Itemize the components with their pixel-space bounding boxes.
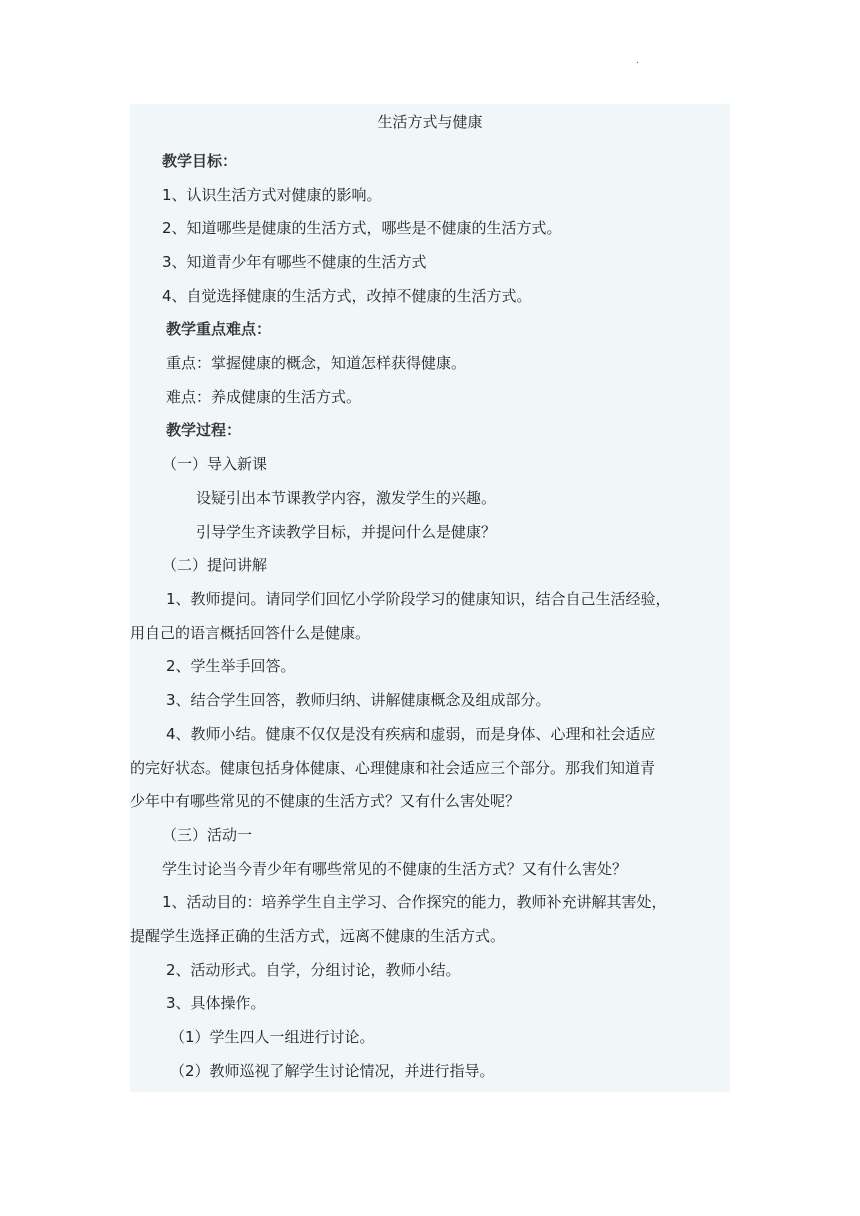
section1-line-1: 设疑引出本节课教学内容，激发学生的兴趣。 bbox=[196, 489, 497, 507]
section2-item4-line3: 少年中有哪些常见的不健康的生活方式？又有什么害处呢？ bbox=[130, 792, 521, 810]
process-heading: 教学过程： bbox=[166, 421, 242, 439]
section2-item4-line2: 的完好状态。健康包括身体健康、心理健康和社会适应三个部分。那我们知道青 bbox=[130, 759, 656, 777]
section3-item1-line2: 提醒学生选择正确的生活方式，远离不健康的生活方式。 bbox=[130, 927, 506, 945]
section2-item1-line1: 1、教师提问。请同学们回忆小学阶段学习的健康知识，结合自己生活经验， bbox=[166, 590, 671, 608]
section3-intro: 学生讨论当今青少年有哪些常见的不健康的生活方式？又有什么害处？ bbox=[162, 860, 628, 878]
section2-item1-line2: 用自己的语言概括回答什么是健康。 bbox=[130, 624, 371, 642]
section3-item3: 3、具体操作。 bbox=[166, 994, 266, 1012]
objective-item-2: 2、知道哪些是健康的生活方式，哪些是不健康的生活方式。 bbox=[162, 219, 562, 237]
document-title: 生活方式与健康 bbox=[377, 113, 483, 131]
difficulty-text: 难点：养成健康的生活方式。 bbox=[166, 388, 362, 406]
section2-title: （二）提问讲解 bbox=[162, 556, 268, 574]
section3-step2: （2）教师巡视了解学生讨论情况，并进行指导。 bbox=[170, 1062, 495, 1080]
section3-item2: 2、活动形式。自学，分组讨论，教师小结。 bbox=[166, 961, 461, 979]
section3-item1-line1: 1、活动目的：培养学生自主学习、合作探究的能力，教师补充讲解其害处， bbox=[162, 893, 667, 911]
section1-title: （一）导入新课 bbox=[162, 455, 268, 473]
section2-item2: 2、学生举手回答。 bbox=[166, 657, 296, 675]
objectives-heading: 教学目标： bbox=[162, 152, 238, 170]
section1-line-2: 引导学生齐读教学目标，并提问什么是健康？ bbox=[196, 523, 497, 541]
section3-title: （三）活动一 bbox=[162, 826, 253, 844]
section2-item3: 3、结合学生回答，教师归纳、讲解健康概念及组成部分。 bbox=[166, 691, 551, 709]
section3-step1: （1）学生四人一组进行讨论。 bbox=[170, 1028, 375, 1046]
objective-item-3: 3、知道青少年有哪些不健康的生活方式 bbox=[162, 253, 427, 271]
header-dot-mark: . bbox=[636, 56, 639, 66]
objective-item-1: 1、认识生活方式对健康的影响。 bbox=[162, 186, 382, 204]
section2-item4-line1: 4、教师小结。健康不仅仅是没有疾病和虚弱，而是身体、心理和社会适应 bbox=[166, 725, 656, 743]
keypoints-heading: 教学重点难点： bbox=[166, 320, 272, 338]
objective-item-4: 4、自觉选择健康的生活方式，改掉不健康的生活方式。 bbox=[162, 287, 532, 305]
keypoint-text: 重点：掌握健康的概念，知道怎样获得健康。 bbox=[166, 354, 467, 372]
